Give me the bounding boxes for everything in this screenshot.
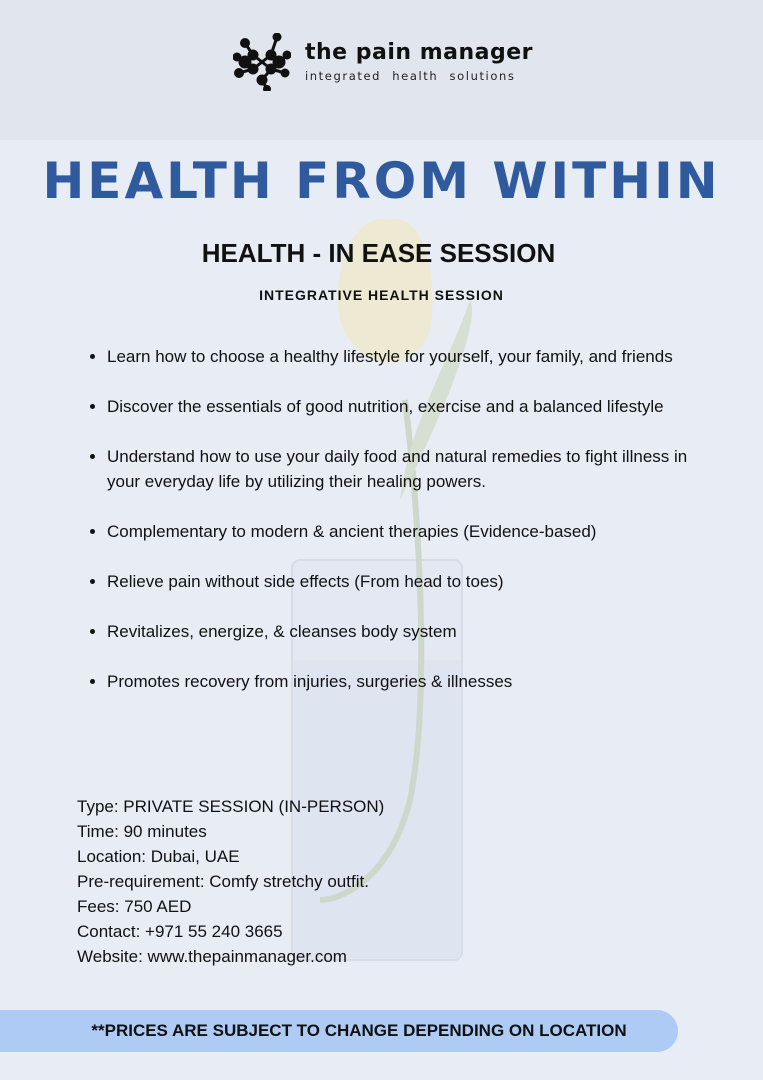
list-item: • Revitalizes, energize, & cleanses body system (107, 619, 707, 644)
benefits-list (80, 344, 707, 719)
logo (233, 33, 533, 91)
logo-name: the pain manager (305, 40, 534, 65)
price-notice-text: **PRICES ARE SUBJECT TO CHANGE DEPENDING ON LOCATION (91, 1021, 627, 1040)
detail-website: Website: www.thepainmanager.com (77, 947, 347, 966)
list-item: • Learn how to choose a healthy lifestyle for yourself, your family, and friends (107, 344, 707, 369)
detail-location: Location: Dubai, UAE (77, 847, 240, 866)
session-subtitle: INTEGRATIVE HEALTH SESSION (259, 287, 504, 303)
session-details (77, 794, 384, 969)
list-item: • Understand how to use your daily food and natural remedies to fight illness in your everyday life by utilizing their healing powers. (107, 444, 707, 494)
molecule-icon (233, 33, 291, 91)
list-item: • Promotes recovery from injuries, surgeries & illnesses (107, 669, 707, 694)
detail-contact: Contact: +971 55 240 3665 (77, 922, 283, 941)
detail-requirement: Pre-requirement: Comfy stretchy outfit. (77, 872, 369, 891)
session-title: HEALTH - IN EASE SESSION (201, 238, 556, 268)
detail-type: Type: PRIVATE SESSION (IN-PERSON) (77, 797, 385, 816)
price-notice-banner (0, 1010, 678, 1052)
list-item: • Complementary to modern & ancient therapies (Evidence-based) (107, 519, 707, 544)
detail-time: Time: 90 minutes (77, 822, 207, 841)
logo-tagline: integrated health solutions (305, 69, 516, 83)
page-title: HEALTH FROM WITHIN (42, 152, 721, 210)
list-item: • Relieve pain without side effects (From head to toes) (107, 569, 707, 594)
detail-fees: Fees: 750 AED (77, 897, 192, 916)
header (0, 0, 763, 140)
list-item: • Discover the essentials of good nutrition, exercise and a balanced lifestyle (107, 394, 707, 419)
